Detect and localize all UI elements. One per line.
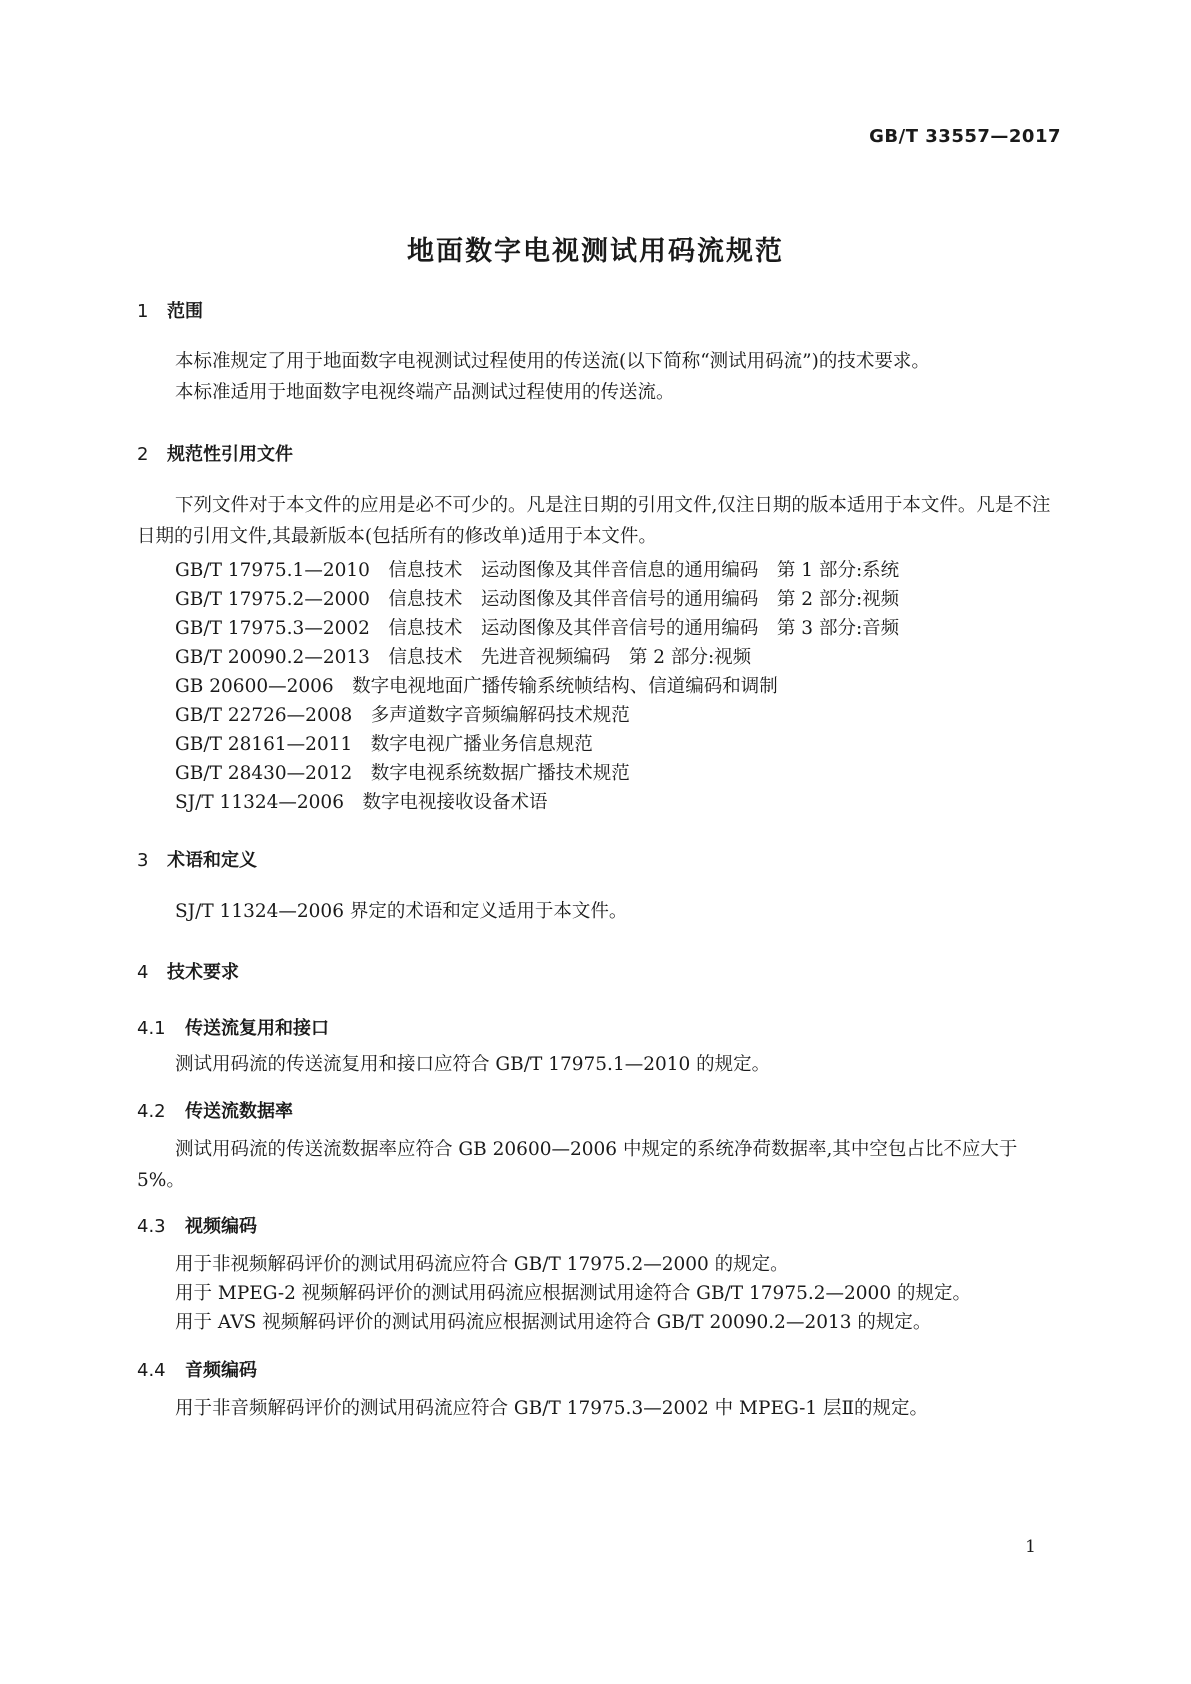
reference-item: GB 20600—2006 数字电视地面广播传输系统帧结构、信道编码和调制 [175, 676, 778, 697]
paragraph: 本标准规定了用于地面数字电视测试过程使用的传送流(以下简称“测试用码流”)的技术要求。 [175, 351, 930, 372]
paragraph: 测试用码流的传送流数据率应符合 GB 20600—2006 中规定的系统净荷数据率,其中空包占比不应大于 5%。 [137, 1139, 1018, 1191]
subsection-number: 4.4 [137, 1360, 166, 1381]
section-number: 1 [137, 301, 149, 322]
paragraph: 用于非音频解码评价的测试用码流应符合 GB/T 17975.3—2002 中 MPEG-1 层Ⅱ的规定。 [175, 1398, 929, 1419]
section-number: 4 [137, 962, 149, 983]
section-heading-2 [137, 440, 293, 466]
paragraph: 用于非视频解码评价的测试用码流应符合 GB/T 17975.2—2000 的规定。 [175, 1254, 789, 1275]
section-number: 3 [137, 850, 149, 871]
page-number: 1 [1025, 1537, 1036, 1557]
section-heading-4 [137, 958, 239, 984]
section-title: 规范性引用文件 [167, 444, 293, 465]
paragraph: 用于 MPEG-2 视频解码评价的测试用码流应根据测试用途符合 GB/T 17975.2—2000 的规定。 [175, 1283, 971, 1304]
subsection-number: 4.1 [137, 1018, 166, 1039]
section-number: 2 [137, 444, 149, 465]
subsection-heading-4-2 [137, 1097, 293, 1123]
reference-item: GB/T 28161—2011 数字电视广播业务信息规范 [175, 734, 593, 755]
paragraph: 下列文件对于本文件的应用是必不可少的。凡是注日期的引用文件,仅注日期的版本适用于本文件。凡是不注日期的引用文件,其最新版本(包括所有的修改单)适用于本文件。 [137, 495, 1051, 547]
section-title: 术语和定义 [167, 850, 257, 871]
section-title: 范围 [167, 301, 203, 322]
reference-item: GB/T 22726—2008 多声道数字音频编解码技术规范 [175, 705, 630, 726]
section-heading-3 [137, 846, 257, 872]
paragraph: 本标准适用于地面数字电视终端产品测试过程使用的传送流。 [175, 382, 675, 403]
subsection-title: 传送流数据率 [185, 1101, 293, 1122]
standard-code: GB/T 33557—2017 [869, 126, 1061, 147]
section-title: 技术要求 [167, 962, 239, 983]
subsection-heading-4-1 [137, 1014, 329, 1040]
section-heading-1 [137, 297, 203, 323]
paragraph: 测试用码流的传送流复用和接口应符合 GB/T 17975.1—2010 的规定。 [175, 1054, 771, 1075]
reference-item: GB/T 20090.2—2013 信息技术 先进音视频编码 第 2 部分:视频 [175, 647, 752, 668]
reference-item: GB/T 17975.2—2000 信息技术 运动图像及其伴音信号的通用编码 第 2 部分:视频 [175, 589, 900, 610]
reference-item: SJ/T 11324—2006 数字电视接收设备术语 [175, 792, 548, 813]
paragraph: 用于 AVS 视频解码评价的测试用码流应根据测试用途符合 GB/T 20090.2—2013 的规定。 [175, 1312, 932, 1333]
paragraph: SJ/T 11324—2006 界定的术语和定义适用于本文件。 [175, 901, 628, 922]
subsection-title: 视频编码 [185, 1216, 257, 1237]
subsection-heading-4-4 [137, 1356, 257, 1382]
reference-item: GB/T 17975.3—2002 信息技术 运动图像及其伴音信号的通用编码 第 3 部分:音频 [175, 618, 900, 639]
subsection-number: 4.2 [137, 1101, 166, 1122]
document-title: 地面数字电视测试用码流规范 [407, 236, 784, 267]
subsection-title: 音频编码 [185, 1360, 257, 1381]
reference-item: GB/T 17975.1—2010 信息技术 运动图像及其伴音信息的通用编码 第 1 部分:系统 [175, 560, 900, 581]
reference-item: GB/T 28430—2012 数字电视系统数据广播技术规范 [175, 763, 630, 784]
subsection-title: 传送流复用和接口 [185, 1018, 329, 1039]
subsection-heading-4-3 [137, 1212, 257, 1238]
subsection-number: 4.3 [137, 1216, 166, 1237]
